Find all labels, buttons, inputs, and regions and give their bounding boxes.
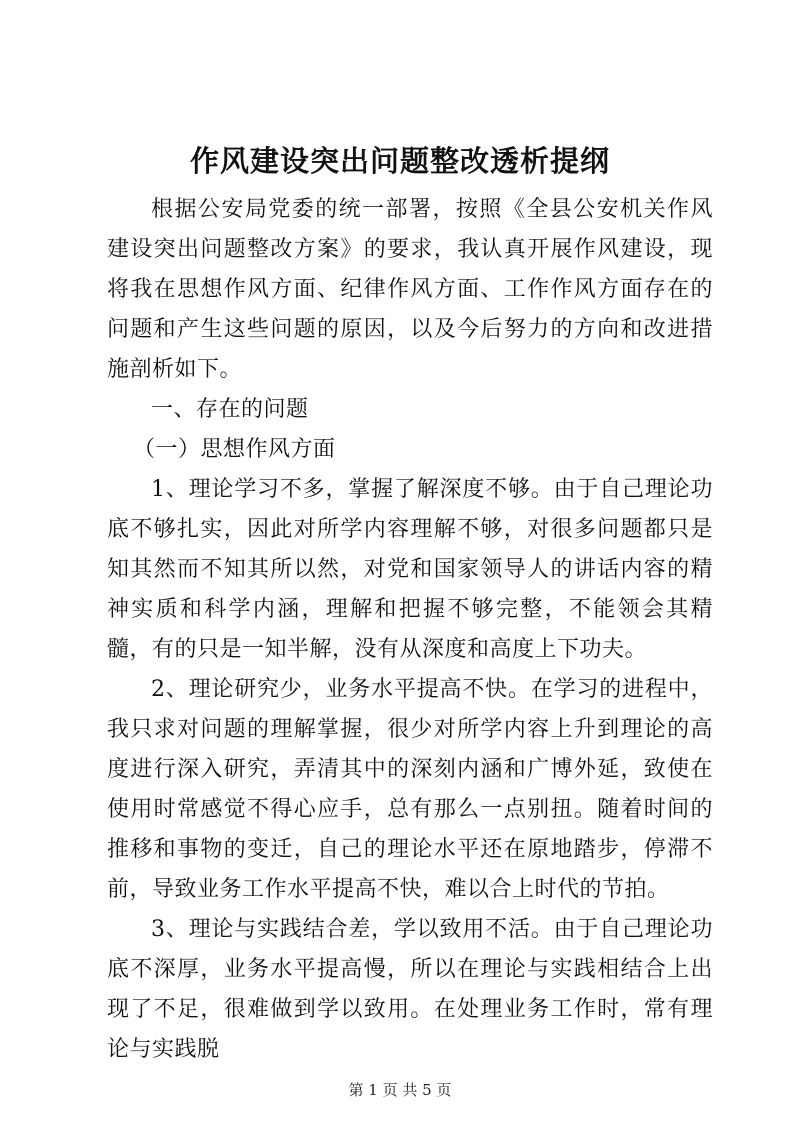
intro-paragraph: 根据公安局党委的统一部署，按照《全县公安机关作风建设突出问题整改方案》的要求，我认真开展作风建设，现将我在思想作风方面、纪律作风方面、工作作风方面存在的问题和产生这些问题的原因，以及今后努力的方向和改进措施剖析如下。 [107, 197, 713, 382]
section-heading: 一、存在的问题 [151, 397, 309, 422]
document-body [107, 190, 713, 1070]
page-footer: 第 1 页 共 5 页 [348, 1081, 452, 1099]
item-paragraph-3: 3、理论与实践结合差，学以致用不活。由于自己理论功底不深厚，业务水平提高慢，所以在理论与实践相结合上出现了不足，很难做到学以致用。在处理业务工作时，常有理论与实践脱 [107, 917, 713, 1062]
item-paragraph-2: 2、理论研究少，业务水平提高不快。在学习的进程中，我只求对问题的理解掌握，很少对所学内容上升到理论的高度进行深入研究，弄清其中的深刻内涵和广博外延，致使在使用时常感觉不得心应手，总有那么一点别扭。随着时间的推移和事物的变迁，自己的理论水平还在原地踏步，停滞不前，导致业务工作水平提高不快，难以合上时代的节拍。 [107, 677, 713, 902]
document-title: 作风建设突出问题整改透析提纲 [189, 144, 610, 178]
item-paragraph-1: 1、理论学习不多，掌握了解深度不够。由于自己理论功底不够扎实，因此对所学内容理解不够，对很多问题都只是知其然而不知其所以然，对党和国家领导人的讲话内容的精神实质和科学内涵，理解和把握不够完整，不能领会其精髓，有的只是一知半解，没有从深度和高度上下功夫。 [107, 477, 713, 662]
subsection-heading: （一）思想作风方面 [133, 437, 336, 462]
